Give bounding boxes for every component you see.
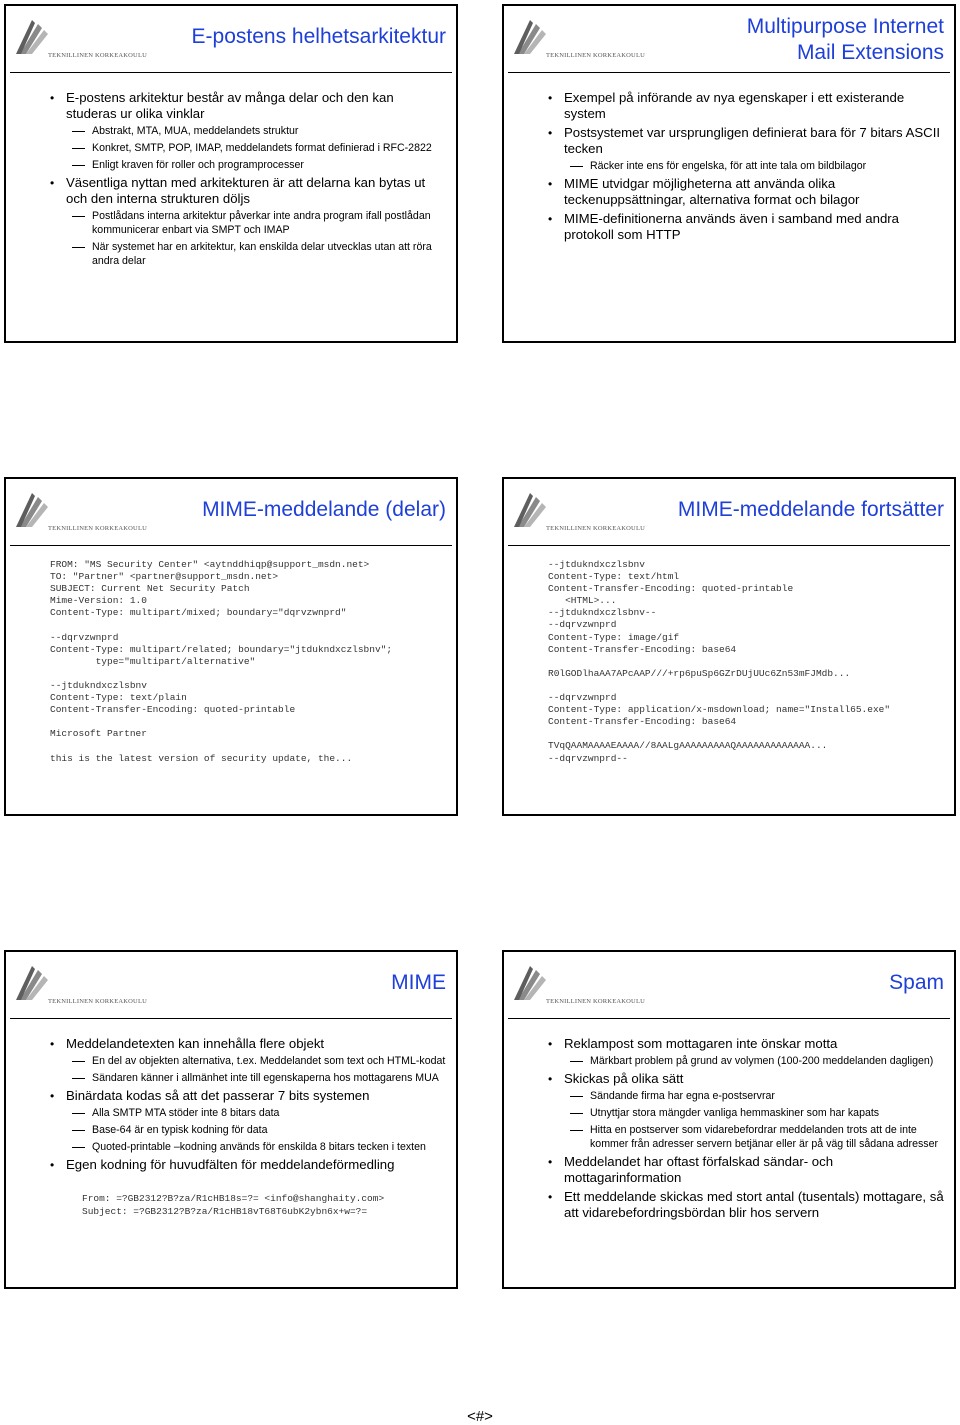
logo-text: TEKNILLINEN KORKEAKOULU xyxy=(546,525,646,532)
sub-bullet: Quoted-printable –kodning används för enskilda 8 bitars tecken i texten xyxy=(14,1140,446,1154)
sub-bullet: Hitta en postserver som vidarebefordrar meddelanden trots att de inte kommer från adresser servern betjänar eller är på väg till sådana adresser xyxy=(512,1123,944,1151)
slide-body xyxy=(14,90,446,271)
slide-spam xyxy=(502,950,956,1289)
slide-mime xyxy=(4,950,458,1289)
slide-body xyxy=(14,1036,446,1218)
title-divider xyxy=(10,1018,452,1019)
bullet: • Reklampost som mottagaren inte önskar motta Märkbart problem på grund av volymen (100-200 meddelanden dagligen) xyxy=(512,1036,944,1068)
logo-text: TEKNILLINEN KORKEAKOULU xyxy=(546,998,646,1005)
title-divider xyxy=(508,1018,950,1019)
slide-title: Spam xyxy=(889,971,944,994)
bullet: • E-postens arkitektur består av många delar och den kan studeras ur olika vinklar Abstrakt, MTA, MUA, meddelandets struktur Konkret, SMTP, POP, IMAP, meddelandets format definierad i RFC-2822 Enligt kraven för roller och programprocesser xyxy=(14,90,446,172)
slide-body xyxy=(512,1036,944,1224)
slide-e-postens-helhetsarkitektur xyxy=(4,4,458,343)
bullet: • Binärdata kodas så att det passerar 7 bits systemen Alla SMTP MTA stöder inte 8 bitars data Base-64 är en typisk kodning för data Quoted-printable –kodning används för enskilda 8 bitars tecken i texten xyxy=(14,1088,446,1154)
sub-bullet: Postlådans interna arkitektur påverkar inte andra program ifall postlådan kommunicerar enbart via SMPT och IMAP xyxy=(14,209,446,237)
slide-mime-meddelande-fortsatter xyxy=(502,477,956,816)
title-divider xyxy=(508,72,950,73)
bullet: • Väsentliga nyttan med arkitekturen är att delarna kan bytas ut och den interna strukturen döljs Postlådans interna arkitektur påverkar inte andra program ifall postlådan kommunicerar enbart via SMPT och IMAP När systemet har en arkitektur, kan enskilda delar utvecklas utan att röra andra delar xyxy=(14,175,446,268)
sub-bullet: En del av objekten alternativa, t.ex. Meddelandet som text och HTML-kodat xyxy=(14,1054,446,1068)
bullet: • Meddelandet har oftast förfalskad sändar- och mottagarinformation xyxy=(512,1154,944,1186)
university-logo xyxy=(512,487,652,539)
mime-source-code: --jtdukndxczlsbnv Content-Type: text/html Content-Transfer-Encoding: quoted-printable <HTML>... --jtdukndxczlsbnv-- --dqrvzwnprd Content-Type: image/gif Content-Transfer-Encoding: base64 R0lGODlhaAA7APcAAP///+rp6puSp6GZrDUjUUc6Zn53mFJMdb... --dqrvzwnprd Content-Type: application/x-msdownload; name="Install65.exe" Content-Transfer-Encoding: base64 TVqQAAMAAAAEAAAA//8AALgAAAAAAAAAQAAAAAAAAAAAAA... --dqrvzwnprd-- xyxy=(548,559,891,764)
sub-bullet: Sändaren känner i allmänhet inte till egenskaperna hos mottagarens MUA xyxy=(14,1071,446,1085)
slide-title: E-postens helhetsarkitektur xyxy=(191,25,446,48)
bullet: • Ett meddelande skickas med stort antal (tusentals) mottagare, så att vidarebefordringsbördan blir hos servern xyxy=(512,1189,944,1221)
slide-title xyxy=(747,14,944,66)
bullet: • MIME-definitionerna används även i samband med andra protokoll som HTTP xyxy=(512,211,944,243)
slide-multipurpose-internet-mail-extensions xyxy=(502,4,956,343)
sub-bullet: Base-64 är en typisk kodning för data xyxy=(14,1123,446,1137)
slide-title: MIME-meddelande fortsätter xyxy=(677,498,944,521)
sub-bullet: Enligt kraven för roller och programprocesser xyxy=(14,158,446,172)
university-logo xyxy=(14,14,154,66)
logo-text: TEKNILLINEN KORKEAKOULU xyxy=(48,525,148,532)
slide-title: MIME-meddelande (delar) xyxy=(202,498,446,521)
logo-text: TEKNILLINEN KORKEAKOULU xyxy=(546,52,646,59)
bullet: • Egen kodning för huvudfälten för meddelandeförmedling xyxy=(14,1157,446,1173)
logo-text: TEKNILLINEN KORKEAKOULU xyxy=(48,998,148,1005)
university-logo xyxy=(512,14,652,66)
logo-text: TEKNILLINEN KORKEAKOULU xyxy=(48,52,148,59)
title-divider xyxy=(508,545,950,546)
university-logo xyxy=(14,960,154,1012)
bullet: • Exempel på införande av nya egenskaper i ett existerande system xyxy=(512,90,944,122)
page-number: <#> xyxy=(467,1408,493,1425)
sub-bullet: När systemet har en arkitektur, kan enskilda delar utvecklas utan att röra andra delar xyxy=(14,240,446,268)
encoded-header-example: From: =?GB2312?B?za/R1cHB18s=?= <info@shanghaity.com> Subject: =?GB2312?B?za/R1cHB18vT68T6ubK2ybn6x+w=?= xyxy=(82,1193,385,1217)
slide-title-line1: Multipurpose Internet xyxy=(746,15,944,38)
title-divider xyxy=(10,545,452,546)
sub-bullet: Räcker inte ens för engelska, för att inte tala om bildbilagor xyxy=(512,159,944,173)
slide-title-line2: Mail Extensions xyxy=(796,41,944,64)
bullet: • Skickas på olika sätt Sändande firma har egna e-postservrar Utnyttjar stora mängder vanliga hemmaskiner som har kapats Hitta en postserver som vidarebefordrar meddelanden trots att de inte kommer från adresser servern betjänar eller är på väg till sådana adresser xyxy=(512,1071,944,1151)
slide-body xyxy=(512,90,944,246)
university-logo xyxy=(14,487,154,539)
bullet: • Meddelandetexten kan innehålla flere objekt En del av objekten alternativa, t.ex. Meddelandet som text och HTML-kodat Sändaren känner i allmänhet inte till egenskaperna hos mottagarens MUA xyxy=(14,1036,446,1085)
title-divider xyxy=(10,72,452,73)
bullet: • MIME utvidgar möjligheterna att använda olika teckenuppsättningar, alternativa format och bilagor xyxy=(512,176,944,208)
university-logo xyxy=(512,960,652,1012)
sub-bullet: Alla SMTP MTA stöder inte 8 bitars data xyxy=(14,1106,446,1120)
sub-bullet: Konkret, SMTP, POP, IMAP, meddelandets format definierad i RFC-2822 xyxy=(14,141,446,155)
slide-title: MIME xyxy=(391,971,446,994)
bullet: • Postsystemet var ursprungligen definierat bara för 7 bitars ASCII tecken Räcker inte ens för engelska, för att inte tala om bildbilagor xyxy=(512,125,944,173)
slide-mime-meddelande-delar xyxy=(4,477,458,816)
sub-bullet: Abstrakt, MTA, MUA, meddelandets struktur xyxy=(14,124,446,138)
sub-bullet: Sändande firma har egna e-postservrar xyxy=(512,1089,944,1103)
sub-bullet: Märkbart problem på grund av volymen (100-200 meddelanden dagligen) xyxy=(512,1054,944,1068)
mime-source-code: FROM: "MS Security Center" <aytnddhiqp@support_msdn.net> TO: "Partner" <partner@support_msdn.net> SUBJECT: Current Net Security Patch Mime-Version: 1.0 Content-Type: multipart/mixed; boundary="dqrvzwnprd" --dqrvzwnprd Content-Type: multipart/related; boundary="jtdukndxczlsbnv"; type="multipart/alternative" --jtdukndxczlsbnv Content-Type: text/plain Content-Transfer-Encoding: quoted-printable Microsoft Partner this is the latest version of security update, the... xyxy=(50,559,393,764)
sub-bullet: Utnyttjar stora mängder vanliga hemmaskiner som har kapats xyxy=(512,1106,944,1120)
